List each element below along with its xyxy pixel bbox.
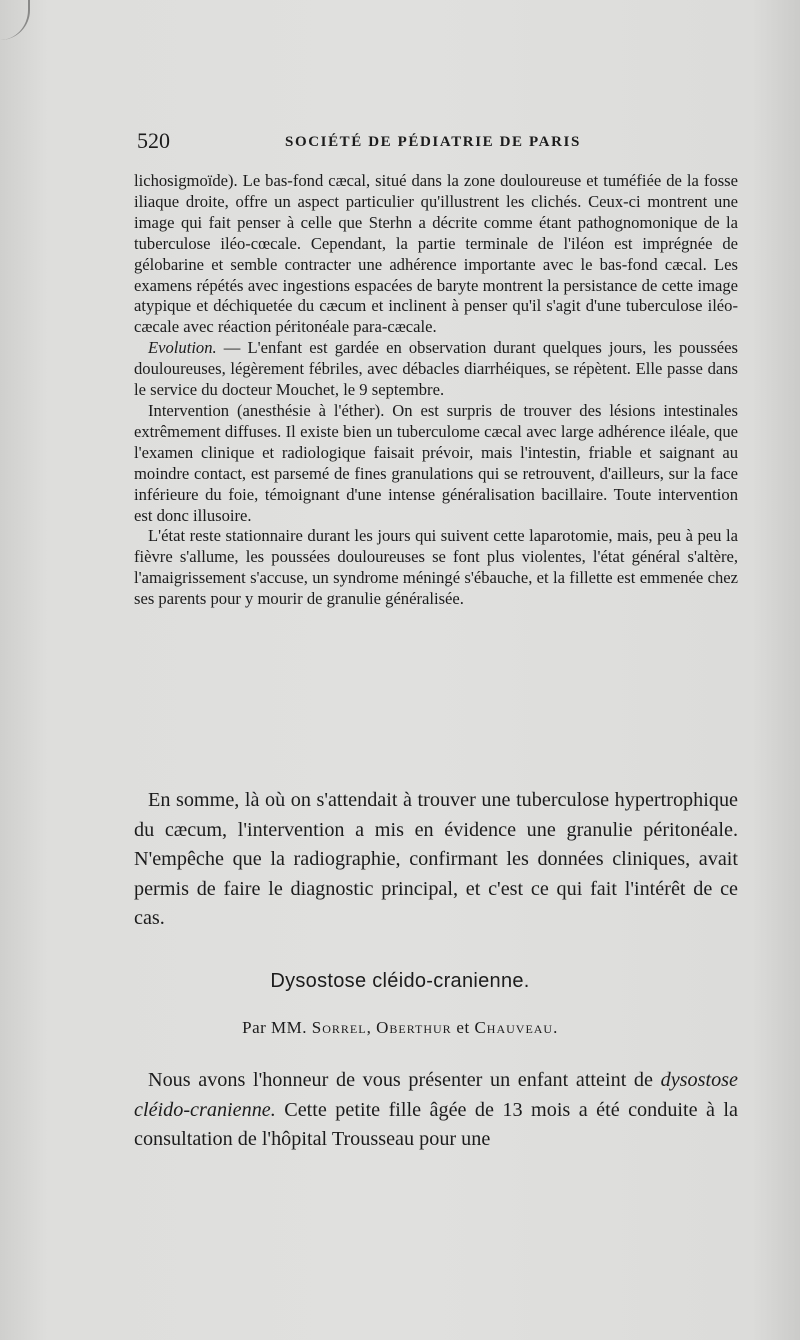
authors-end: . <box>553 1018 558 1037</box>
case-paragraph-intervention: Intervention (anesthésie à l'éther). On est surpris de trouver des lésions intestinales extrêmement diffuses. Il existe bien un tuberculome cæcal avec large adhérence iléale, que l'examen clinique et radiologique faisait prévoir, mais l'intestin, friable et saignant au moindre contact, est parsemé de fines granulations qui se retrouvent, d'ailleurs, sur la face inférieure du foie, témoignant d'une intense généralisation bacillaire. Toute intervention est donc illusoire. <box>134 400 738 525</box>
evolution-label: Evolution. <box>148 338 217 358</box>
case-paragraph-radiology: lichosigmoïde). Le bas-fond cæcal, situé dans la zone douloureuse et tuméfiée de la fosse iliaque droite, offre un aspect particulier qu'illustrent les clichés. Ceux-ci montrent une image qui fait penser à celle que Sterhn a décrite comme étant pathognomonique de la tuberculose iléo-cœcale. Cependant, la partie terminale de l'iléon est imprégnée de gélobarine et semble contracter une adhérence importante avec le bas-fond cæcal. Les examens répétés avec ingestions espacées de baryte montrent la persistance de cette image atypique et déchiquetée du cæcum et inclinent à penser qu'il s'agit d'une tuberculose iléo-cæcale avec réaction péritonéale para-cæcale. <box>134 171 738 337</box>
intro-paragraph <box>134 1066 738 1155</box>
running-title: SOCIÉTÉ DE PÉDIATRIE DE PARIS <box>285 134 581 150</box>
intro-start: Nous avons l'honneur de vous présenter un enfant atteint de <box>148 1069 661 1091</box>
evolution-text: — L'enfant est gardée en observation durant quelques jours, les poussées douloureuses, légèrement fébriles, avec débacles diarrhéiques, se répètent. Elle passe dans le service du docteur Mouchet, le 9 septembre. <box>134 338 738 400</box>
author-and: et <box>456 1018 470 1037</box>
conclusion-text <box>134 786 738 934</box>
author-chauveau: Chauveau <box>474 1018 554 1037</box>
author-sorrel: Sorrel <box>311 1018 367 1037</box>
page-number: 520 <box>137 128 170 153</box>
intro-italic-term: dysostose cléido-cranienne. <box>134 1069 738 1121</box>
author-separator: , <box>366 1018 372 1037</box>
page-corner-mark <box>0 0 30 40</box>
author-oberthur: Oberthur <box>376 1018 452 1037</box>
conclusion-paragraph: En somme, là où on s'attendait à trouver une tuberculose hypertrophique du cæcum, l'intervention a mis en évidence une granulie péritonéale. N'empêche que la radiographie, confirmant les données cliniques, avait permis de faire le diagnostic principal, et c'est ce qui fait l'intérêt de ce cas. <box>134 789 738 929</box>
article-intro <box>134 1066 738 1155</box>
case-report-text <box>134 171 738 610</box>
page-header <box>137 128 737 158</box>
article-title: Dysostose cléido-cranienne. <box>270 970 530 992</box>
case-paragraph-outcome: L'état reste stationnaire durant les jours qui suivent cette laparotomie, mais, peu à peu la fièvre s'allume, les poussées douloureuses se font plus violentes, l'état général s'altère, l'amaigrissement s'accuse, un syndrome méningé s'ébauche, et la fillette est emmenée chez ses parents pour y mourir de granulie généralisée. <box>134 526 738 609</box>
case-paragraph-evolution <box>134 338 738 401</box>
authors-prefix: Par MM. <box>242 1018 308 1037</box>
article-authors <box>0 1018 800 1038</box>
intro-rest: Cette petite fille âgée de 13 mois a été conduite à la consultation de l'hôpital Trousseau pour une <box>134 1098 738 1150</box>
